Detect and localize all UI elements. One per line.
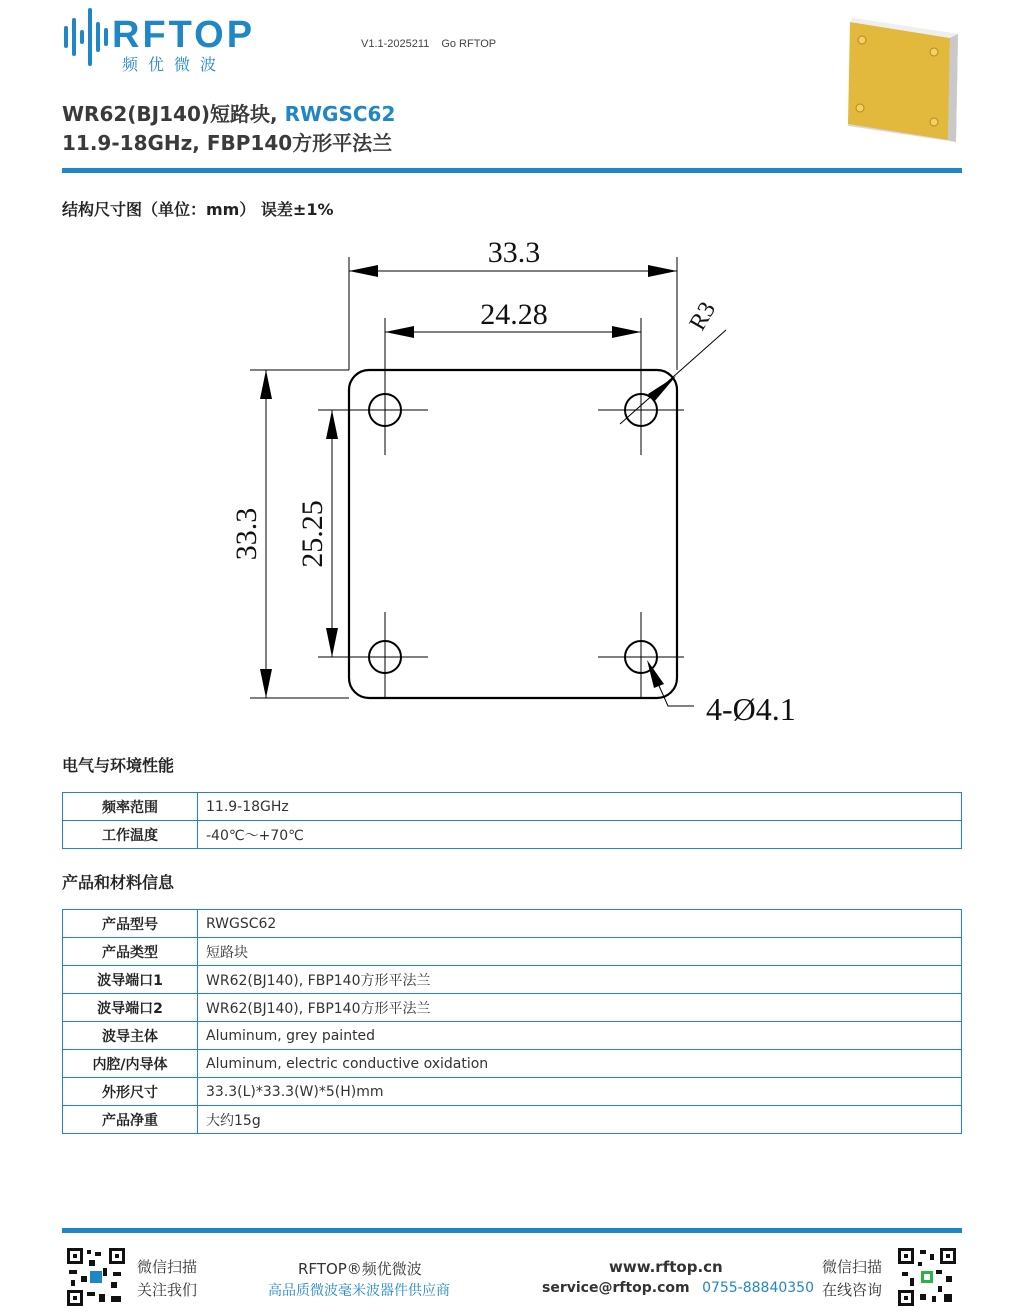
wechat-scan-label: 微信扫描: [137, 1258, 198, 1276]
company-tagline: 高品质微波毫米波器件供应商: [268, 1283, 450, 1299]
table-row: [63, 938, 962, 966]
dim-hole-spacing-x-label: 24.28: [480, 298, 548, 331]
website-link[interactable]: www.rftop.cn: [609, 1258, 723, 1276]
row-label: 外形尺寸: [63, 1078, 198, 1106]
title-model: RWGSC62: [284, 102, 396, 126]
phone-number: 0755-88840350: [702, 1280, 815, 1296]
table-row: [63, 1050, 962, 1078]
table-row: [63, 793, 962, 821]
consult-label: 在线咨询: [822, 1281, 883, 1299]
brand-logo-text: RFTOP: [112, 14, 256, 56]
row-label: 波导端口1: [63, 966, 198, 994]
qr-code-icon: [67, 1248, 125, 1306]
footer-divider: [62, 1228, 962, 1233]
row-label: 产品净重: [63, 1106, 198, 1134]
drawing-heading: 结构尺寸图（单位：mm） 误差±1%: [62, 200, 334, 219]
version-number: V1.1-2025211: [361, 38, 430, 50]
brand-logo-cn: 频优微波: [122, 55, 227, 74]
row-value: 短路块: [198, 938, 962, 966]
row-label: 产品类型: [63, 938, 198, 966]
dim-holes-label: 4-Ø4.1: [706, 691, 796, 727]
rftop-logo-icon: [62, 6, 112, 68]
dimension-drawing: [0, 220, 1024, 740]
slogan: Go RFTOP: [441, 38, 497, 50]
contact-line: [542, 1280, 814, 1296]
qr-code-consult-icon: [898, 1248, 956, 1306]
table-row: [63, 910, 962, 938]
product-table: [62, 909, 962, 1134]
table-row: [63, 966, 962, 994]
follow-us-label: 关注我们: [137, 1281, 198, 1299]
electrical-heading: 电气与环境性能: [62, 756, 175, 775]
row-label: 产品型号: [63, 910, 198, 938]
product-photo: [846, 14, 962, 144]
product-heading: 产品和材料信息: [62, 873, 175, 892]
row-value: 11.9-18GHz: [198, 793, 962, 821]
dim-height-label: 33.3: [230, 507, 263, 561]
row-value: Aluminum, grey painted: [198, 1022, 962, 1050]
table-row: [63, 1022, 962, 1050]
page-title: [62, 98, 395, 127]
email-link[interactable]: service@rftop.com: [542, 1280, 690, 1296]
row-value: Aluminum, electric conductive oxidation: [198, 1050, 962, 1078]
row-label: 工作温度: [63, 821, 198, 849]
header-divider: [62, 168, 962, 173]
dim-hole-spacing-y-label: 25.25: [296, 500, 329, 568]
row-value: 33.3(L)*33.3(W)*5(H)mm: [198, 1078, 962, 1106]
row-label: 波导端口2: [63, 994, 198, 1022]
dim-radius-label: R3: [684, 297, 722, 335]
row-value: RWGSC62: [198, 910, 962, 938]
table-row: [63, 821, 962, 849]
row-label: 内腔/内导体: [63, 1050, 198, 1078]
table-row: [63, 1106, 962, 1134]
wechat-scan-label-2: 微信扫描: [822, 1258, 883, 1276]
row-value: 大约15g: [198, 1106, 962, 1134]
row-value: WR62(BJ140), FBP140方形平法兰: [198, 994, 962, 1022]
table-row: [63, 1078, 962, 1106]
version-line: [361, 38, 508, 50]
table-row: [63, 994, 962, 1022]
electrical-table: [62, 792, 962, 849]
page-subtitle: 11.9-18GHz, FBP140方形平法兰: [62, 131, 393, 155]
row-value: -40℃～+70℃: [198, 821, 962, 849]
title-part1: WR62(BJ140)短路块,: [62, 102, 285, 126]
row-label: 波导主体: [63, 1022, 198, 1050]
row-value: WR62(BJ140), FBP140方形平法兰: [198, 966, 962, 994]
row-label: 频率范围: [63, 793, 198, 821]
dim-width-label: 33.3: [487, 236, 541, 269]
company-name: RFTOP®频优微波: [298, 1260, 422, 1278]
